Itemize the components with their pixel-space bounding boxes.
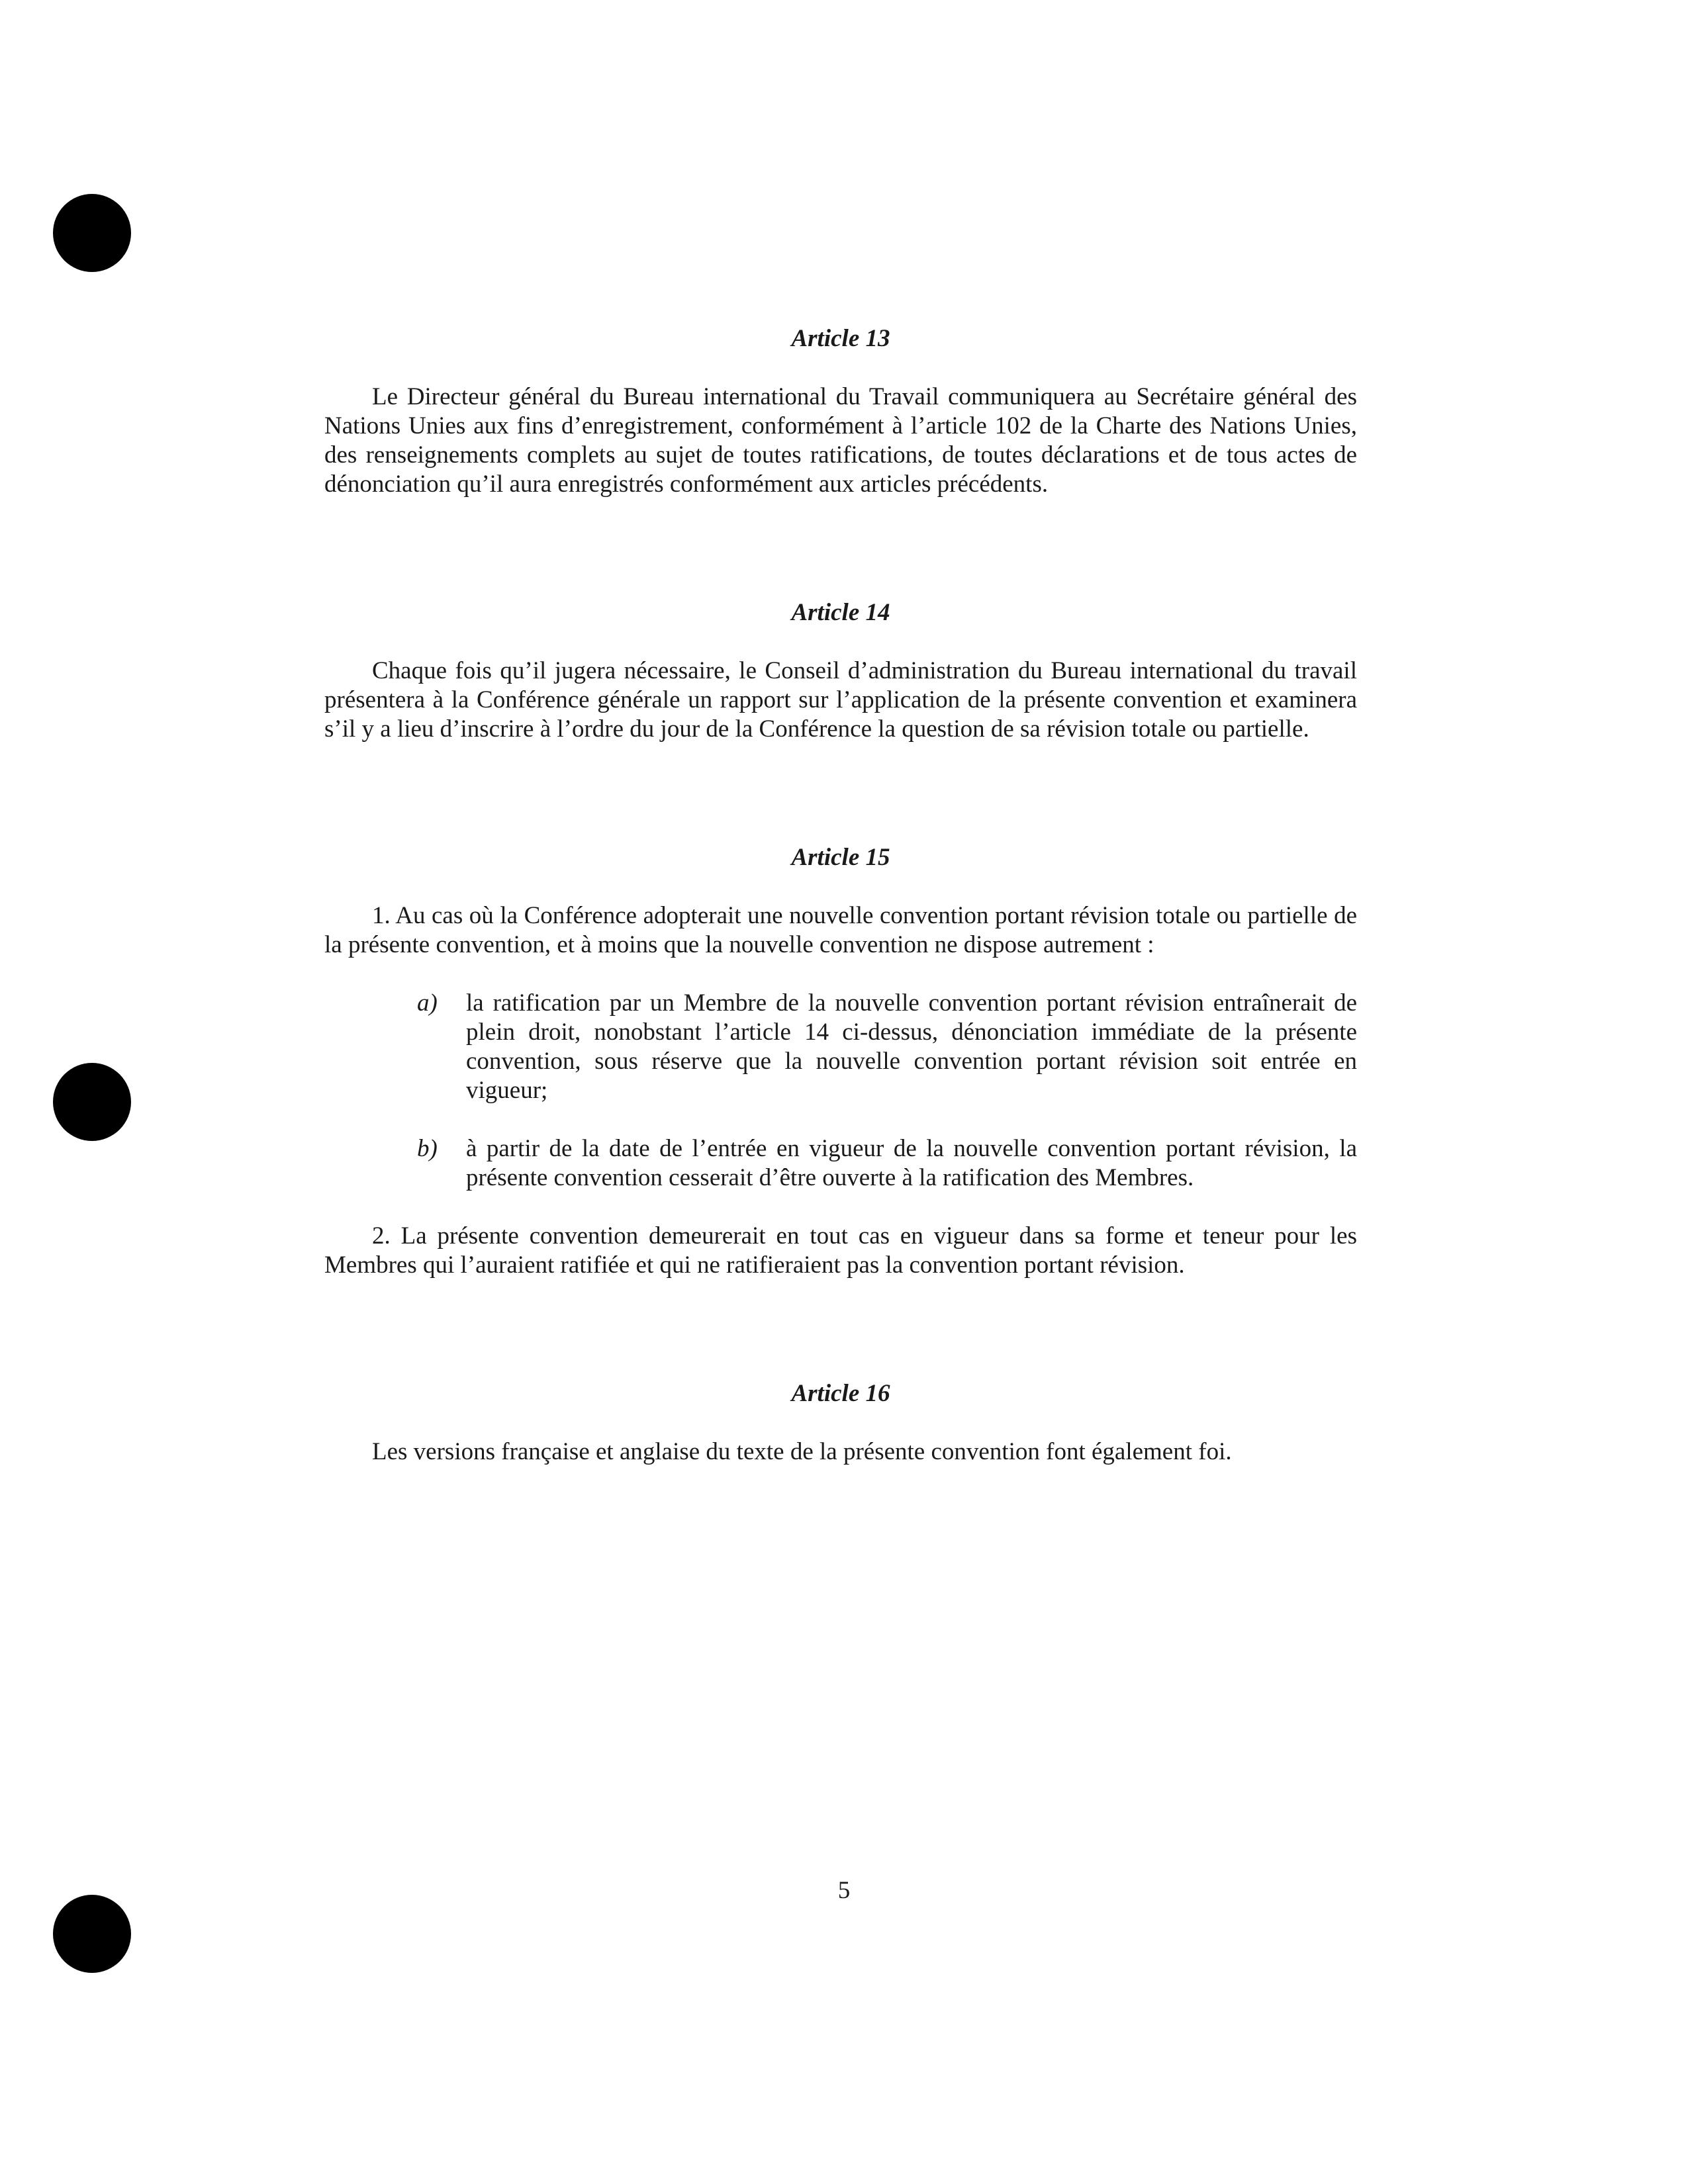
punch-hole (53, 194, 131, 272)
list-marker: a) (417, 989, 438, 1017)
article-paragraph: 1. Au cas où la Conférence adopterait une nouvelle convention portant révision totale ou partielle de la présente convention, et à moins que la nouvelle convention ne dispose autrement : (324, 902, 1357, 958)
list-item (324, 1134, 1357, 1193)
article-14 (324, 598, 1357, 744)
article-paragraph: 2. La présente convention demeurerait en tout cas en vigueur dans sa forme et teneur pour les Membres qui l’auraient ratifiée et qui ne ratifieraient pas la convention portant révision. (324, 1222, 1357, 1279)
list-item (324, 989, 1357, 1105)
article-title: Article 15 (791, 844, 890, 871)
article-16 (324, 1379, 1357, 1467)
list-item-text: à partir de la date de l’entrée en vigueur de la nouvelle convention portant révision, la présente convention cesserait d’être ouverte à la ratification des Membres. (466, 1135, 1357, 1191)
article-title: Article 13 (791, 325, 890, 352)
punch-hole (53, 1895, 131, 1973)
article-13 (324, 324, 1357, 499)
punch-hole (53, 1063, 131, 1141)
document-body (324, 324, 1357, 1467)
article-title: Article 16 (791, 1380, 890, 1407)
article-paragraph: Chaque fois qu’il jugera nécessaire, le Conseil d’administration du Bureau international du travail présentera à la Conférence générale un rapport sur l’application de la présente convention et examinera s’il y a lieu d’inscrire à l’ordre du jour de la Conférence la question de sa révision totale ou partielle. (324, 657, 1357, 743)
article-paragraph: Les versions française et anglaise du texte de la présente convention font également foi. (372, 1438, 1232, 1465)
list-item-text: la ratification par un Membre de la nouvelle convention portant révision entraînerait de plein droit, nonobstant l’article 14 ci-dessus, dénonciation immédiate de la présente convention, sous réserve que la nouvelle convention portant révision soit entrée en vigueur; (466, 989, 1357, 1104)
article-paragraph: Le Directeur général du Bureau international du Travail communiquera au Secrétaire général des Nations Unies aux fins d’enregistrement, conformément à l’article 102 de la Charte des Nations Unies, des renseignements complets au sujet de toutes ratifications, de toutes déclarations et de tous actes de dénonciation qu’il aura enregistrés conformément aux articles précédents. (324, 383, 1357, 498)
list-marker: b) (417, 1135, 438, 1162)
article-title: Article 14 (791, 599, 890, 626)
article-15 (324, 843, 1357, 1280)
page-number: 5 (837, 1877, 851, 1904)
